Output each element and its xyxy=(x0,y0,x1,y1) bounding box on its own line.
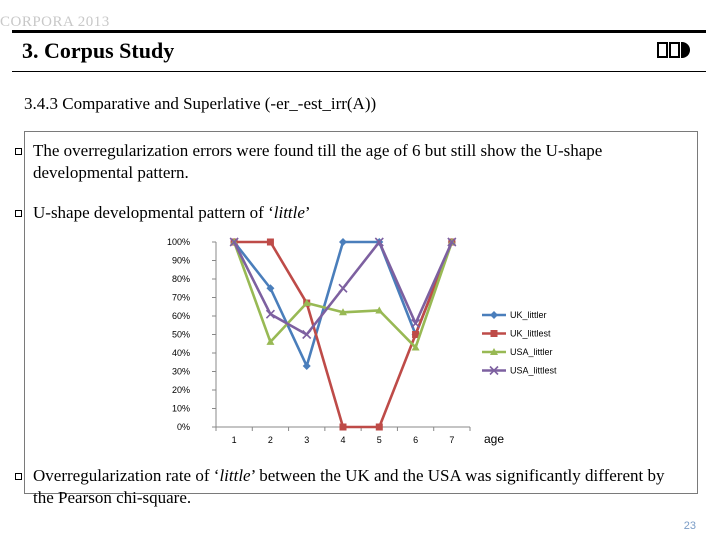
bullet-text-3-italic: little xyxy=(219,466,251,485)
x-tick-label: 2 xyxy=(267,435,273,445)
bullet-item-1 xyxy=(33,140,673,184)
logo-icon xyxy=(657,42,690,58)
y-tick-label: 50% xyxy=(171,329,190,340)
bullet-text-2-prefix: U-shape developmental pattern of ‘ xyxy=(33,203,274,222)
bullet-square-icon xyxy=(15,473,22,480)
x-tick-label: 6 xyxy=(413,435,419,445)
y-tick-label: 30% xyxy=(171,366,190,377)
data-point-UK_littlest xyxy=(267,239,274,246)
data-point-UK_littler xyxy=(303,362,311,370)
y-tick-label: 60% xyxy=(171,311,190,321)
legend-marker-UK_littler xyxy=(490,311,498,319)
y-tick-label: 100% xyxy=(166,237,190,247)
legend-label-UK_littlest: UK_littlest xyxy=(510,328,551,339)
conference-tag: CORPORA 2013 xyxy=(0,14,110,30)
bullet-item-2 xyxy=(33,202,673,224)
bullet-text-3-suffix: ’ between the UK and the USA was significantly different by the Pearson chi-square. xyxy=(33,466,665,507)
slide-title: 3. Corpus Study xyxy=(22,38,175,63)
y-tick-label: 0% xyxy=(176,422,190,432)
y-tick-label: 40% xyxy=(171,348,190,358)
y-tick-label: 90% xyxy=(171,255,190,266)
legend-marker-UK_littlest xyxy=(491,330,498,337)
data-point-UK_littlest xyxy=(376,424,383,431)
bullet-text-1: The overregularization errors were found till the age of 6 but still show the U-shape developmental pattern. xyxy=(33,141,603,182)
y-tick-label: 20% xyxy=(171,385,190,395)
x-tick-label: 1 xyxy=(231,435,237,445)
bullet-item-3 xyxy=(33,465,673,509)
y-tick-label: 80% xyxy=(171,274,190,284)
data-point-UK_littler xyxy=(339,238,347,246)
data-point-USA_littlest xyxy=(339,284,347,292)
x-tick-label: 5 xyxy=(376,435,382,445)
bullet-text-2-suffix: ’ xyxy=(304,203,311,222)
x-tick-label: 4 xyxy=(340,435,346,445)
series-line-USA_littler xyxy=(234,242,452,347)
bullet-text-2-italic: little xyxy=(273,203,305,222)
title-bottom-rule xyxy=(12,71,706,72)
line-chart xyxy=(150,228,570,452)
bullet-square-icon xyxy=(15,148,22,155)
bullet-text-3-prefix: Overregularization rate of ‘ xyxy=(33,466,220,485)
data-point-UK_littlest xyxy=(340,424,347,431)
legend-label-USA_littler: USA_littler xyxy=(510,347,553,357)
data-point-USA_littlest xyxy=(303,331,311,339)
chart-svg xyxy=(150,228,570,452)
x-axis-label: age xyxy=(484,432,505,446)
series-line-UK_littler xyxy=(234,242,452,366)
legend-label-UK_littler: UK_littler xyxy=(510,310,547,320)
bullet-square-icon xyxy=(15,210,22,217)
section-subtitle: 3.4.3 Comparative and Superlative (-er_-est_irr(A)) xyxy=(24,94,377,113)
y-tick-label: 70% xyxy=(171,292,190,303)
y-tick-label: 10% xyxy=(171,403,190,414)
x-tick-label: 7 xyxy=(449,435,455,445)
page-number: 23 xyxy=(683,520,696,532)
legend-label-USA_littlest: USA_littlest xyxy=(510,365,557,376)
title-top-rule xyxy=(12,30,706,33)
x-tick-label: 3 xyxy=(304,435,310,445)
